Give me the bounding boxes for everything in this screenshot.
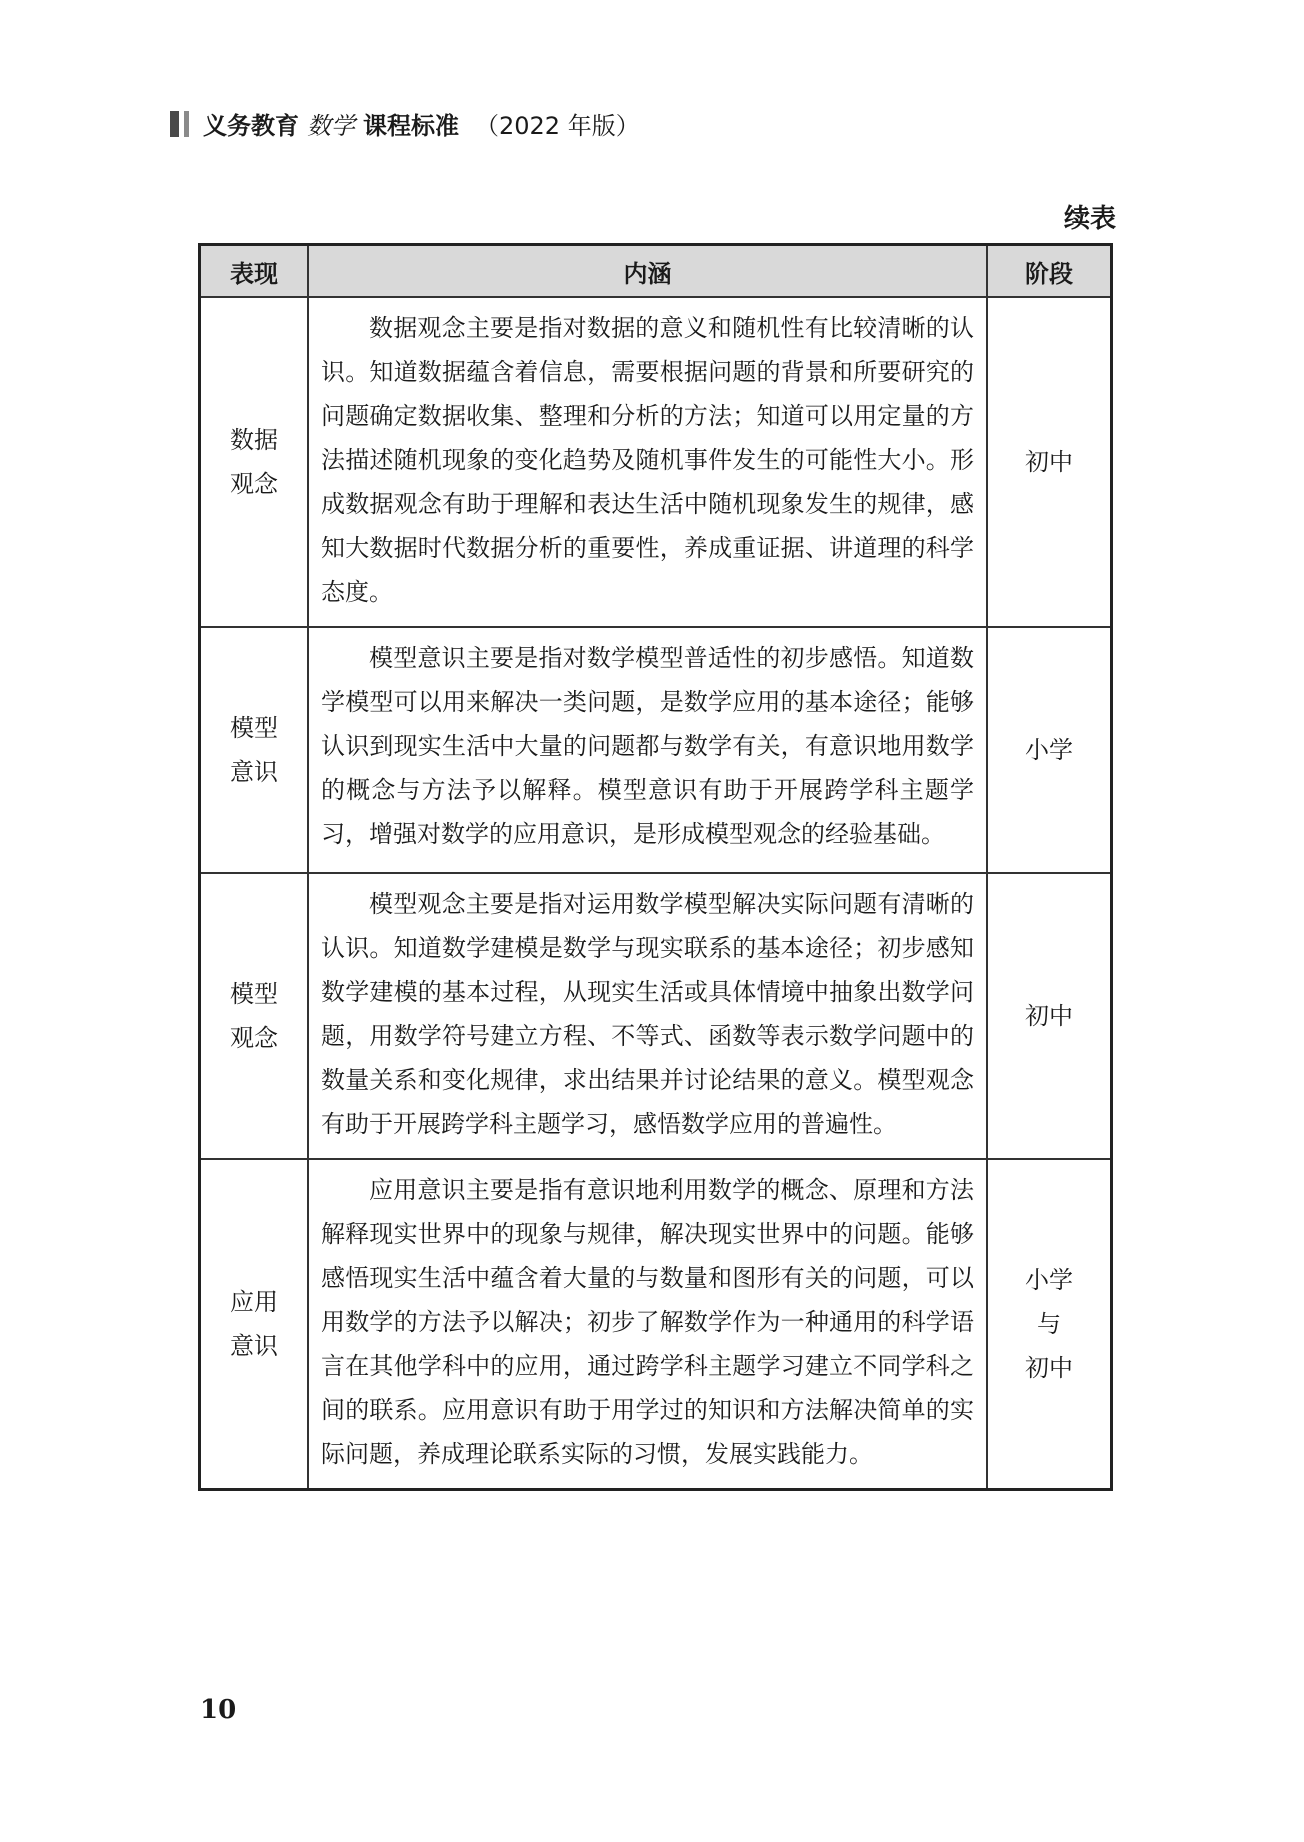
header-performance: 表现 [200, 245, 309, 298]
running-header [170, 106, 640, 141]
header-bar-icon [170, 111, 189, 137]
table-row [200, 1159, 1112, 1490]
stage-cell: 小学 与 初中 [987, 1159, 1112, 1490]
table-continued-label: 续表 [1063, 204, 1116, 234]
stage-cell: 初中 [987, 873, 1112, 1159]
book-title: 义务教育 数学 课程标准 [203, 112, 459, 140]
book-edition: （2022 年版） [475, 112, 640, 140]
performance-cell: 模型 观念 [200, 873, 309, 1159]
stage-cell: 初中 [987, 297, 1112, 627]
performance-cell: 应用 意识 [200, 1159, 309, 1490]
stage-cell: 小学 [987, 627, 1112, 873]
performance-cell: 数据 观念 [200, 297, 309, 627]
connotation-cell: 数据观念主要是指对数据的意义和随机性有比较清晰的认识。知道数据蕴含着信息，需要根据问题的背景和所要研究的问题确定数据收集、整理和分析的方法；知道可以用定量的方法描述随机现象的变化趋势及随机事件发生的可能性大小。形成数据观念有助于理解和表达生活中随机现象发生的规律，感知大数据时代数据分析的重要性，养成重证据、讲道理的科学态度。 [308, 297, 987, 627]
connotation-cell: 模型意识主要是指对数学模型普适性的初步感悟。知道数学模型可以用来解决一类问题，是数学应用的基本途径；能够认识到现实生活中大量的问题都与数学有关，有意识地用数学的概念与方法予以解释。模型意识有助于开展跨学科主题学习，增强对数学的应用意识，是形成模型观念的经验基础。 [308, 627, 987, 873]
connotation-cell: 模型观念主要是指对运用数学模型解决实际问题有清晰的认识。知道数学建模是数学与现实联系的基本途径；初步感知数学建模的基本过程，从现实生活或具体情境中抽象出数学问题，用数学符号建立方程、不等式、函数等表示数学问题中的数量关系和变化规律，求出结果并讨论结果的意义。模型观念有助于开展跨学科主题学习，感悟数学应用的普遍性。 [308, 873, 987, 1159]
performance-cell: 模型 意识 [200, 627, 309, 873]
table-row [200, 627, 1112, 873]
page-number: 10 [200, 1695, 237, 1725]
competency-table [198, 243, 1113, 1491]
connotation-cell: 应用意识主要是指有意识地利用数学的概念、原理和方法解释现实世界中的现象与规律，解决现实世界中的问题。能够感悟现实生活中蕴含着大量的与数量和图形有关的问题，可以用数学的方法予以解决；初步了解数学作为一种通用的科学语言在其他学科中的应用，通过跨学科主题学习建立不同学科之间的联系。应用意识有助于用学过的知识和方法解决简单的实际问题，养成理论联系实际的习惯，发展实践能力。 [308, 1159, 987, 1490]
table-header-row [200, 245, 1112, 298]
header-connotation: 内涵 [308, 245, 987, 298]
table-row [200, 297, 1112, 627]
table-row [200, 873, 1112, 1159]
header-stage: 阶段 [987, 245, 1112, 298]
